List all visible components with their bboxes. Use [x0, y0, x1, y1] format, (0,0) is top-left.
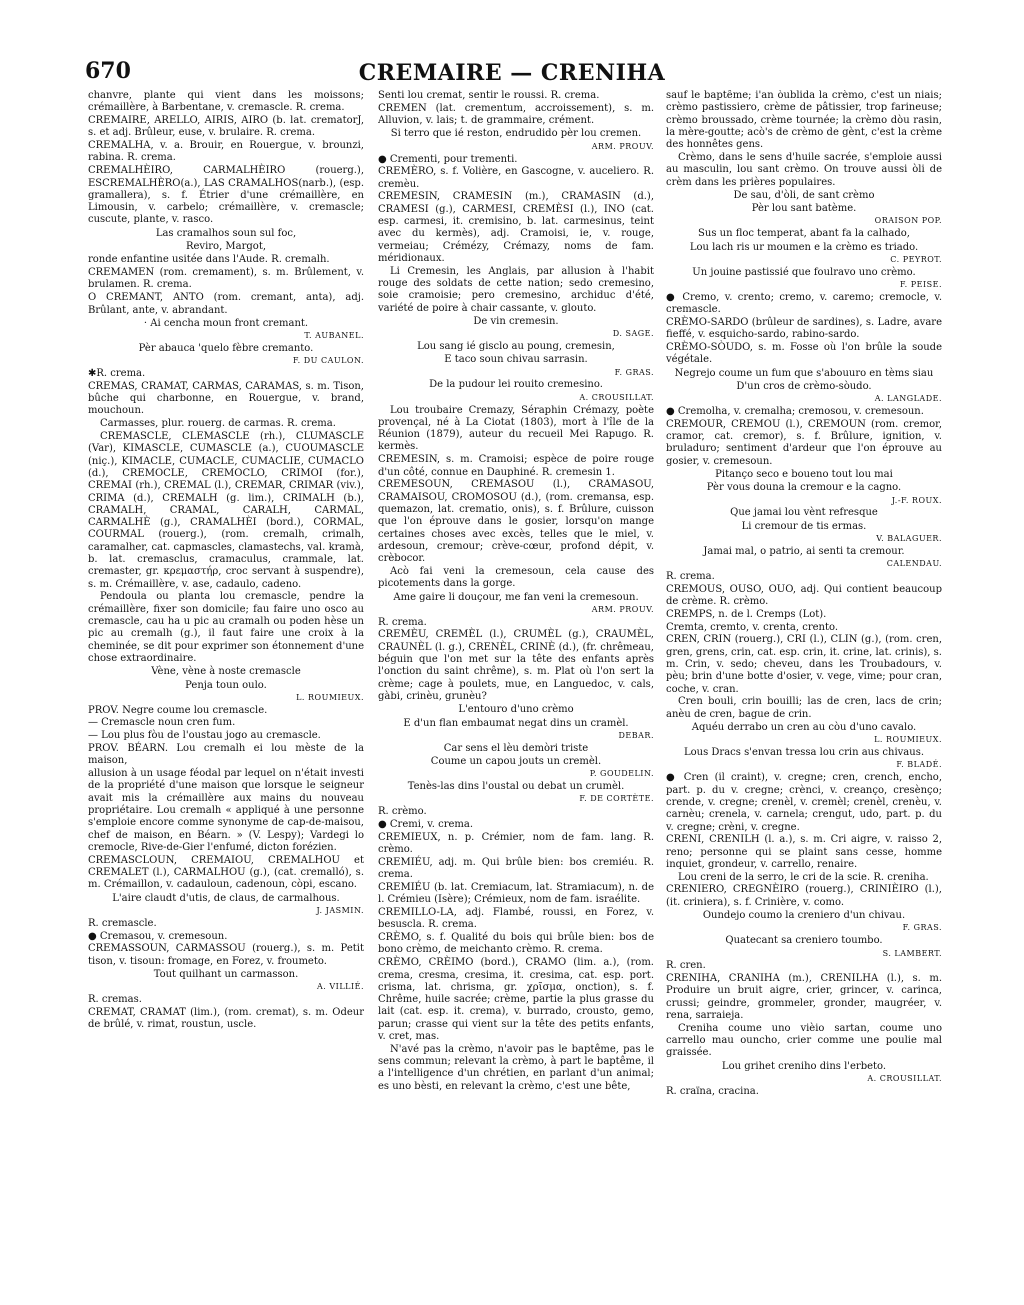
quotation-line: De vin cremesin.	[473, 315, 559, 327]
entry-paragraph: sauf le baptême; i'an òublida la crèmo, c'est un niais; crèmo pastissiero, crème de pâtissier, trop farineuse; crèmo broussado, crème tournée; la crèmo dòu rasin, la mère-goutte; acò's de crèmo de gènt, c'est la crème des honnêtes gens.	[666, 90, 942, 151]
quotation-line: E taco soun chivau sarrasin.	[444, 354, 588, 366]
entry-paragraph: ● Crementi, pour trementi.	[378, 153, 518, 165]
quotation-line: Ame gaire li douçour, me fan veni la cremesoun.	[393, 591, 639, 603]
quotation-line: Vène, vène à noste cremascle	[151, 666, 301, 678]
entry-paragraph: Li Cremesin, les Anglais, par allusion à l'habit rouge des soldats de cette nation; sedo cremesino, soie cramoisie; pero cremesino, archiduc d'été, variété de poire à chair cassante, v. glouto.	[378, 265, 654, 314]
quotation-line: L'entouro d'uno crèmo	[458, 704, 574, 716]
quotation-author: J. JASMIN.	[316, 905, 364, 915]
entry-paragraph: ✱R. crema.	[88, 368, 146, 380]
quotation-author: A. CROUSILLAT.	[867, 1074, 942, 1083]
entry-paragraph: CREMAMEN (rom. cremament), s. m. Brûlement, v. brulamen. R. crema.	[88, 267, 364, 291]
entry-paragraph: PROV. Negre coume lou cremascle.	[88, 704, 268, 716]
quotation-line: Pitanço seco e boueno tout lou mai	[715, 469, 893, 481]
entry-paragraph: R. cren.	[666, 960, 706, 972]
quotation-line: Un jouine pastissié que foulravo uno crèmo.	[692, 266, 916, 278]
quotation-line: Lou sang ié gisclo au poung, cremesin,	[417, 341, 615, 352]
entry-paragraph: CREMAIRE, ARELLO, AIRIS, AIRO (b. lat. crematorJ, s. et adj. Brûleur, euse, v. brulaire. R. crema.	[88, 115, 364, 139]
running-title: CREMAIRE — CRENIHA	[358, 60, 666, 86]
column-right	[666, 90, 942, 1295]
text-columns	[88, 90, 948, 1295]
quotation-author: A. VILLIÉ.	[317, 982, 364, 992]
quotation-author: C. PEYROT.	[890, 254, 942, 264]
entry-paragraph: ● Cremolha, v. cremalha; cremosou, v. cremesoun.	[666, 406, 924, 418]
quotation-author: L. ROUMIEUX.	[296, 692, 364, 702]
entry-paragraph: ● Cremo, v. crento; cremo, v. caremo; cremocle, v. cremascle.	[666, 291, 942, 316]
entry-paragraph: ● Cremasou, v. cremesoun.	[88, 930, 228, 942]
column-left	[88, 90, 364, 1295]
quotation-author: F. PEISE.	[899, 280, 942, 290]
quotation-author: F. GRAS.	[614, 367, 654, 377]
entry-paragraph: CREMÈU, CREMÈL (l.), CRUMÈL (g.), CRAUMÈL, CRAUNÈL (l. g.), CRENÈL, CRINÈ (d.), (fr. chrêmeau, béguin que l'on met sur la tête des enfants après l'onction du saint chrême), s. m. Plat où l'on sert la crème; cage à poulets, mue, en Languedoc, v. cals, gàbi, crinèu, grunèu?	[378, 629, 654, 702]
entry-paragraph: Carmasses, plur. rouerg. de carmas. R. crema.	[100, 418, 336, 430]
entry-paragraph: CREMESOUN, CREMASOU (l.), CRAMASOU, CRAMAISOU, CROMOSOU (d.), (rom. cremansa, esp. quemazon, lat. crematio, onis), s. f. Brûlure, cuisson que l'on éprouve dans le gosier, lorsqu'on mange certaines choses avec excès, telles que le miel, v. ardesoun, cremour; crève-cœur, profond dépit, v. crèbocor.	[378, 479, 654, 565]
quotation-line: Tenès-las dins l'oustal ou debat un crumèl.	[407, 781, 625, 793]
entry-paragraph: CREMASCLE, CLEMASCLE (rh.), CLUMASCLE (Var), KIMASCLE, CUMASCLE (a.), CUOUMASCLE (niç.), KIMACLE, CUMACLE, CUMACLIE, CUMACLO (d.), CREMOCLE, CREMOCLO, CRIMOI (for.), CREMAI (rh.), CREMAL (l.), CREMAR, CRIMAR (viv.), CRIMA (d.), CREMALH (g. lim.), CRIMALH (b.), CRAMALH, CRAMAL, CARALH, CARMAL, CARMALHÈ (g.), CRAMALHÈI (bord.), CORMAL, COURMAL (rouerg.), (rom. cremalh, crimalh, caramalher, cat. capmascles, clamastechs, val. kramà, b. lat. cremasclus, cramaculus, crammale, lat. cremaster, gr. κρεμαστήρ, croc servant à suspendre), s. m. Crémaillère, v. ase, cadaulo, cadeno.	[88, 431, 364, 590]
column-middle	[378, 90, 654, 1295]
entry-paragraph: CREMILLO-LA, adj. Flambé, roussi, en Forez, v. besuscla. R. crema.	[378, 907, 654, 931]
quotation-author: L. ROUMIEUX.	[874, 735, 942, 745]
quotation-line: Si terro que ié reston, endrudido pèr lou cremen.	[390, 128, 642, 140]
entry-paragraph: CREMASCLOUN, CREMAIOU, CREMALHOU et CREMALET (l.), CARMALHOU (g.), (cat. cremalló), s. m. Crémaillon, v. cadauloun, cadenoun, còpi, escano.	[88, 854, 364, 891]
entry-paragraph: PROV. BÉARN. Lou cremalh ei lou mèste de la maison,	[88, 743, 364, 767]
entry-paragraph: CREN, CRIN (rouerg.), CRI (l.), CLIN (g.), (rom. cren, gren, grens, crin, cat. esp. crin, it. crine, lat. crinis), s. m. Crin, v. sedo; cheveu, dans les Troubadours, v. pèu; brin d'une botte d'osier, v. vege, vime; pour cran, coche, v. cran.	[666, 634, 942, 695]
entry-paragraph: ● Cremi, v. crema.	[378, 818, 474, 830]
quotation-line: Oundejo coumo la creniero d'un chivau.	[702, 910, 906, 922]
entry-paragraph: CREMIEUX, n. p. Crémier, nom de fam. lang. R. crèmo.	[378, 831, 654, 856]
entry-paragraph: CREMOUS, OUSO, OUO, adj. Qui contient beaucoup de crème. R. crèmo.	[666, 583, 942, 608]
quotation-line: De la pudour lei rouito cremesino.	[429, 379, 603, 391]
quotation-line: D'un cros de crèmo-sòudo.	[736, 380, 872, 392]
entry-paragraph: O CREMANT, ANTO (rom. cremant, anta), adj. Brûlant, ante, v. abrandant.	[88, 292, 364, 316]
quotation-author: F. DU CAULON.	[292, 356, 364, 366]
quotation-line: · Ai cencha moun front cremant.	[143, 317, 309, 329]
quotation-author: F. DE CORTÈTE.	[579, 794, 654, 804]
entry-paragraph: ronde enfantine usitée dans l'Aude. R. cremalh.	[88, 254, 330, 266]
quotation-line: Pèr abauca 'quelo fèbre cremanto.	[138, 342, 314, 354]
quotation-line: Pèr lou sant batème.	[751, 203, 857, 215]
entry-paragraph: Pendoula ou planta lou cremascle, pendre la crémaillère, fixer son domicile; fau faire uno osco au cremascle, cau ha u pic au cramalh ou poden hèse un pic au cremalh (g.), il faut faire une croix à la cheminée, se dit pour exprimer son étonnement d'une chose extraordinaire.	[88, 591, 364, 664]
quotation-author: ARM. PROUV.	[591, 141, 654, 151]
quotation-line: Quatecant sa creniero toumbo.	[725, 935, 883, 947]
quotation-line: Lous Dracs s'envan tressa lou crin aus chivaus.	[683, 747, 925, 759]
entry-paragraph: Lou troubaire Cremazy, Séraphin Crémazy, poète provençal, né à La Ciotat (1803), mort à l'île de la Réunion (1879), auteur du recueil Mei Rapugo. R. kermès.	[378, 404, 654, 453]
quotation-author: A. CROUSILLAT.	[579, 392, 654, 402]
entry-paragraph: CRENIERO, CREGNÈIRO (rouerg.), CRINIÈIRO (l.), (it. criniera), s. f. Crinière, v. como.	[666, 884, 942, 908]
entry-paragraph: CREMIÉU, adj. m. Qui brûle bien: bos cremiéu. R. crema.	[378, 856, 654, 881]
quotation-line: E d'un flan embaumat negat dins un cramèl.	[403, 717, 629, 729]
quotation-line: Lou grihet creniho dins l'erbeto.	[721, 1060, 887, 1072]
entry-paragraph: — Lou plus fòu de l'oustau jogo au cremascle.	[88, 730, 321, 742]
entry-paragraph: chanvre, plante qui vient dans les moissons; crémaillère, à Barbentane, v. cremascle. R. crema.	[88, 90, 364, 114]
entry-paragraph: CRÈMO, s. f. Qualité du bois qui brûle bien: bos de bono crèmo, de meichanto crèmo. R. crema.	[378, 932, 654, 956]
page-header	[85, 58, 939, 90]
entry-paragraph: CREMEN (lat. crementum, accroissement), s. m. Alluvion, v. lais; t. de grammaire, crément.	[378, 102, 654, 127]
quotation-line: Reviro, Margot,	[185, 241, 267, 253]
quotation-author: J.-F. ROUX.	[891, 495, 942, 505]
quotation-line: L'aire claudt d'utis, de claus, de carmalhous.	[112, 892, 340, 904]
entry-paragraph: CRENIHA, CRANIHA (m.), CRENILHA (l.), s. m. Produire un bruit aigre, crier, grincer, v. carinca, crussi; geindre, grommeler, gronder, maugréer, v. rena, sarraieja.	[666, 973, 942, 1022]
quotation-line: Negrejo coume un fum que s'abouuro en tèms siau	[674, 367, 934, 379]
quotation-line: Penja toun oulo.	[185, 679, 267, 691]
entry-paragraph: Crèmo, dans le sens d'huile sacrée, s'emploie aussi au masculin, lou sant crèmo. On trouve aussi òli de crèm dans les prières populaires.	[666, 151, 942, 188]
quotation-author: ARM. PROUV.	[591, 604, 654, 614]
entry-paragraph: CREMOUR, CREMOU (l.), CREMOUN (rom. cremor, cramor, cat. cremor), s. f. Brûlure, ignition, v. bruladuro; sentiment d'ardeur que l'on éprouve au gosier, v. cremesoun.	[666, 418, 942, 467]
quotation-author: DEBAR.	[618, 730, 654, 740]
entry-paragraph: CREMPS, n. de l. Cremps (Lot).	[666, 608, 827, 620]
entry-paragraph: Cremta, cremto, v. crenta, crento.	[666, 621, 839, 633]
entry-paragraph: CREMALHÈIRO, CARMALHÈIRO (rouerg.), ESCREMALHÈRO(a.), LAS CRAMALHOS(narb.), (esp. gramallera), s. f. Étrier d'une crémaillère, en Limousin, v. carbelo; crémaillère, v. cremascle; cuscute, plante, v. rasco.	[88, 165, 364, 226]
quotation-line: Coume un capou jouts un cremèl.	[430, 755, 602, 767]
quotation-line: Que jamai lou vènt refresque	[730, 507, 878, 519]
entry-paragraph: CREMASSOUN, CARMASSOU (rouerg.), s. m. Petit tison, v. tisoun: fromage, en Forez, v. froumeto.	[88, 943, 364, 967]
entry-paragraph: Senti lou cremat, sentir le roussi. R. crema.	[378, 90, 600, 101]
quotation-line: Lou lach ris ur moumen e la crèmo es triado.	[689, 241, 919, 253]
entry-paragraph: Lou creni de la serro, le cri de la scie. R. creniha.	[678, 871, 929, 883]
entry-paragraph: Cren bouli, crin bouilli; las de cren, lacs de crin; anèu de cren, bague de crin.	[666, 696, 942, 720]
entry-paragraph: CREMALHA, v. a. Brouir, en Rouergue, v. brounzi, rabina. R. crema.	[88, 140, 364, 164]
quotation-author: F. GRAS.	[902, 923, 942, 933]
entry-paragraph: R. cremas.	[88, 994, 142, 1006]
quotation-author: F. BLADÉ.	[896, 760, 942, 770]
entry-paragraph: CRENI, CRENILH (l. a.), s. m. Cri aigre, v. raisso 2, reno; personne qui se plaint sans cesse, homme inquiet, grondeur, v. carrello, renaire.	[666, 834, 942, 870]
quotation-author: CALENDAU.	[886, 559, 942, 569]
quotation-author: ORAISON POP.	[874, 216, 942, 226]
entry-paragraph: allusion à un usage féodal par lequel on n'était investi de la propriété d'une maison que lorsque le seigneur avait mis la crémaillère aux mains du nouveau propriétaire. Lou cremalh « appliqué à une personne s'emploie encore comme synonyme de cap-de-maisou, chef de maison, en Béarn. » (V. Lespy); Vardegi lo cremocle, Rive-de-Gier l'enfumé, dicton forézien.	[88, 768, 364, 853]
quotation-line: Sus un floc temperat, abant fa la calhado,	[698, 228, 910, 240]
entry-paragraph: CRÈMO, CRÈIMO (bord.), CRAMO (lim. a.), (rom. crema, cresma, cresima, it. cresima, cat. esp. port. crisma, lat. chrisma, gr. χρῖσμα, onction), s. f. Chrême, huile sacrée; crème, partie la plus grasse du lait (cat. esp. it. crema), v. burrado, crousto, gemo, parun; crasse qui vient sur la tête des petits enfants, v. cret, mas.	[378, 957, 654, 1043]
quotation-line: Jamai mal, o patrio, ai senti ta cremour.	[703, 545, 905, 557]
entry-paragraph: R. crema.	[666, 571, 715, 582]
entry-paragraph: R. crèmo.	[378, 806, 427, 818]
entry-paragraph: R. cremascle.	[88, 917, 157, 929]
entry-paragraph: N'avé pas la crèmo, n'avoir pas le baptême, pas le sens commun; relevant la crèmo, à part le baptême, il a l'intelligence d'un chrétien, en parlant d'un animal; es uno bèsti, en relevant la crèmo, c'est une bête,	[378, 1043, 654, 1092]
entry-paragraph: Acò fai veni la cremesoun, cela cause des picotements dans la gorge.	[378, 565, 654, 590]
entry-paragraph: CREMESIN, CRAMESIN (m.), CRAMASIN (d.), CRAMESI (g.), CARMESI, CREMÈSI (l.), INO (cat. esp. carmesi, it. cremisino, b. lat. carmesinus, teint avec du kermès), adj. Cramoisi, ie, v. rouge, vermeiau; Crémézy, Crémazy, noms de fam. méridionaux.	[378, 191, 654, 264]
entry-paragraph: CREMIÉU (b. lat. Cremiacum, lat. Stramiacum), n. de l. Crémieu (Isère); Crémieux, nom de fam. israélite.	[378, 881, 654, 906]
entry-paragraph: CREMÈRO, s. f. Volière, en Gascogne, v. auceliero. R. cremèu.	[378, 166, 654, 190]
quotation-line: Aquéu derrabo un cren au còu d'uno cavalo.	[691, 722, 917, 734]
quotation-author: P. GOUDELIN.	[589, 769, 654, 779]
quotation-line: Li cremour de tis ermas.	[741, 520, 867, 532]
quotation-author: T. AUBANEL.	[304, 331, 364, 341]
entry-paragraph: Creniha coume uno vièio sartan, coume uno carrello mau ouncho, crier comme une poulie mal graissée.	[666, 1022, 942, 1059]
entry-paragraph: CRÈMO-SARDO (brûleur de sardines), s. Ladre, avare fieffé, v. esquicho-sardo, rabino-sardo.	[666, 316, 942, 341]
quotation-author: A. LANGLADE.	[874, 394, 942, 404]
entry-paragraph: CREMAS, CRAMAT, CARMAS, CARAMAS, s. m. Tison, bûche qui charbonne, en Rouergue, v. brand, mouchoun.	[88, 380, 364, 417]
quotation-line: Pèr vous douna la cremour e la cagno.	[706, 482, 902, 494]
quotation-line: De sau, d'òli, de sant crèmo	[733, 189, 875, 201]
quotation-line: Las cramalhos soun sul foc,	[155, 227, 297, 239]
entry-paragraph: R. craïna, cracina.	[666, 1085, 759, 1097]
quotation-author: S. LAMBERT.	[882, 948, 942, 958]
quotation-line: Car sens el lèu demòri triste	[443, 742, 589, 754]
entry-paragraph: CRÈMO-SÒUDO, s. m. Fosse où l'on brûle la soude végétale.	[666, 342, 942, 366]
entry-paragraph: — Cremascle noun cren fum.	[88, 717, 236, 729]
entry-paragraph: ● Cren (il craint), v. cregne; cren, crench, encho, part. p. du v. cregne; crènci, v. creanço, cresènço; crende, v. cregne; crenèl, v. cremèl; crenèl, crenèu, v. carnèu; crenela, v. carnela; crengut, udo, part. p. du v. cregne; crèni, v. cregne.	[666, 772, 942, 833]
quotation-line: Tout quilhant un carmasson.	[153, 968, 299, 980]
entry-paragraph: CREMESIN, s. m. Cramoisi; espèce de poire rouge d'un côté, connue en Dauphiné. R. cremesin 1.	[378, 454, 654, 478]
page-number: 670	[85, 58, 131, 84]
entry-paragraph: R. crema.	[378, 616, 427, 628]
quotation-author: D. SAGE.	[612, 329, 654, 339]
entry-paragraph: CREMAT, CRAMAT (lim.), (rom. cremat), s. m. Odeur de brûlé, v. rimat, roustun, uscle.	[88, 1006, 364, 1031]
quotation-author: V. BALAGUER.	[876, 534, 942, 544]
